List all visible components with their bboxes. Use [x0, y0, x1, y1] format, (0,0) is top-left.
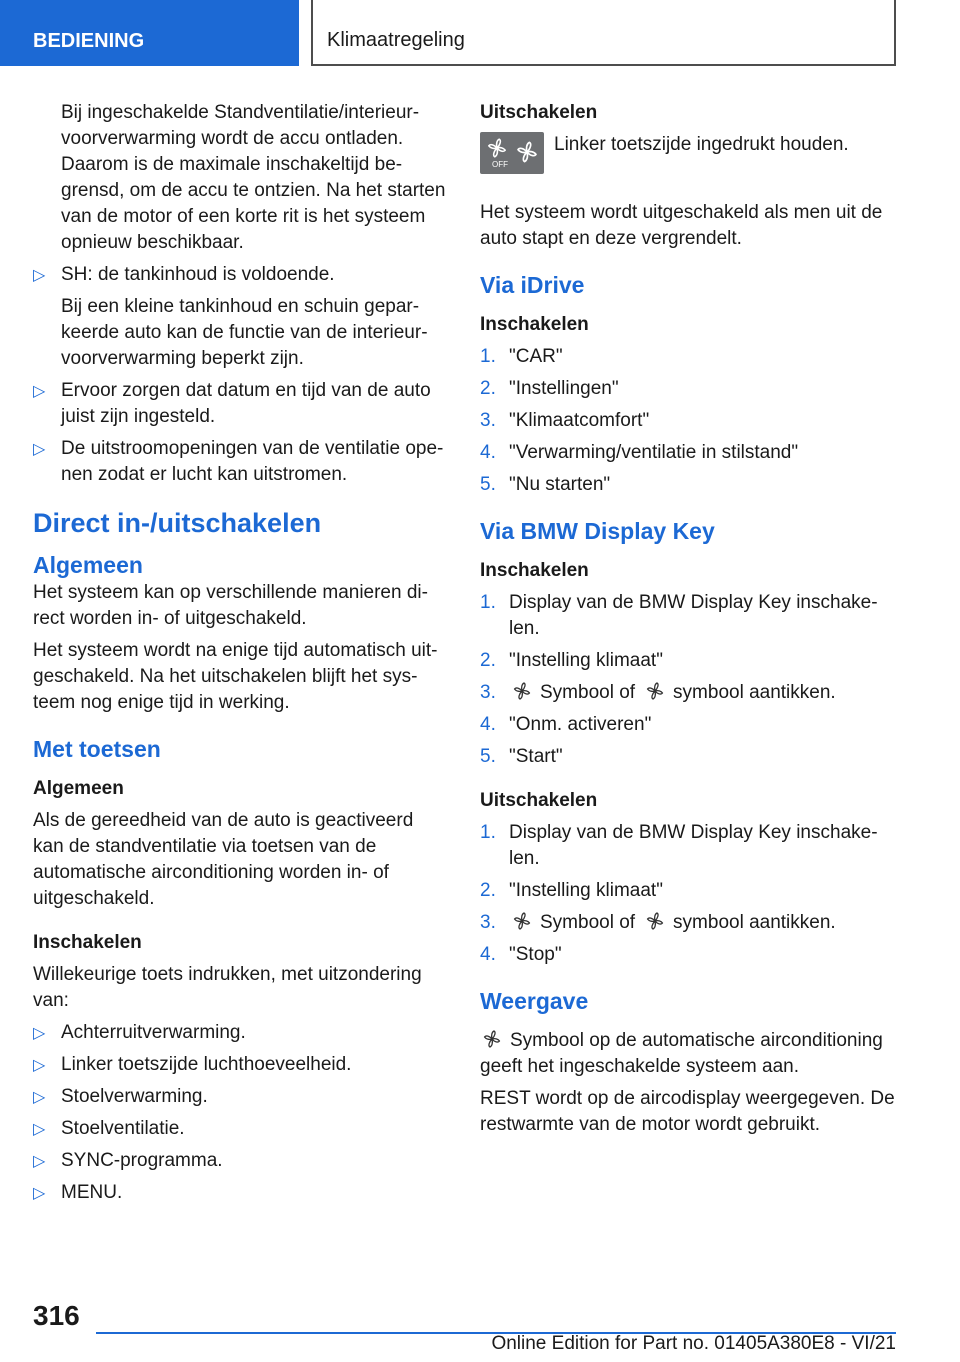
list-item	[33, 1052, 449, 1078]
weergave-text-1	[480, 1028, 896, 1080]
bullet-icon: ▷	[33, 1153, 46, 1170]
list-item	[33, 378, 449, 430]
step-text: "Instellingen"	[509, 378, 619, 399]
bullet-icon: ▷	[33, 1025, 46, 1042]
bullet-icon: ▷	[33, 1185, 46, 1202]
bullet-icon: ▷	[33, 267, 46, 284]
bullet-icon: ▷	[33, 1057, 46, 1074]
step-number: 3.	[480, 410, 496, 431]
list-item	[480, 744, 896, 770]
key-uit-steps	[480, 820, 896, 968]
fan-off-button-text: Linker toetszijde ingedrukt houden.	[554, 134, 849, 155]
list-item	[480, 712, 896, 738]
subheading-key-inschakelen: Inschakelen	[480, 560, 589, 581]
key-item: Achterruitverwarming.	[61, 1022, 246, 1043]
fan-icon	[512, 911, 532, 931]
step-text: symbool aantikken.	[673, 912, 836, 933]
list-item	[480, 440, 896, 466]
heading-algemeen: Algemeen	[33, 552, 143, 578]
heading-weergave: Weergave	[480, 988, 589, 1014]
subheading-key-uitschakelen: Uitschakelen	[480, 790, 598, 811]
step-number: 4.	[480, 944, 496, 965]
fan-icon	[482, 1029, 502, 1049]
step-number: 1.	[480, 592, 496, 613]
page-number: 316	[33, 1300, 80, 1331]
step-text: "Start"	[509, 746, 563, 767]
fan-icon	[645, 911, 665, 931]
step-text: Display van de BMW Display Key inschakelen.	[509, 592, 878, 639]
chapter-header	[311, 0, 896, 66]
fan-icon	[645, 681, 665, 701]
key-in-steps	[480, 590, 896, 770]
section-header	[0, 0, 299, 66]
list-item	[33, 1180, 449, 1206]
step-text: symbool aantikken.	[673, 682, 836, 703]
step-text: "Nu starten"	[509, 474, 611, 495]
key-item: Linker toetszijde luchthoeveelheid.	[61, 1054, 352, 1075]
intro-text: Bij ingeschakelde Standventilatie/interieurvoorverwarming wordt de accu ontladen. Daarom is de maximale inschakeltijd begrensd, om de accu te ontzien. Na het starten van de motor of een korte rit is het systeem opnieuw beschikbaar.	[61, 102, 446, 253]
inschakelen-text: Willekeurige toets indrukken, met uitzondering van:	[33, 964, 422, 1011]
list-item	[33, 1116, 449, 1142]
bullet-text: Ervoor zorgen dat datum en tijd van de auto juist zijn ingesteld.	[61, 380, 431, 427]
list-item	[480, 680, 896, 706]
bullet-icon: ▷	[33, 383, 46, 400]
svg-text:OFF: OFF	[492, 160, 508, 169]
step-text: "CAR"	[509, 346, 563, 367]
step-number: 1.	[480, 822, 496, 843]
list-item	[480, 878, 896, 904]
toetsen-text: Als de gereedheid van de auto is geactiveerd kan de standventilatie via toetsen van de automatische airconditioning worden in- of uitgeschakeld.	[33, 810, 414, 909]
list-item	[480, 376, 896, 402]
list-item	[33, 436, 449, 488]
step-number: 5.	[480, 474, 496, 495]
step-number: 2.	[480, 378, 496, 399]
weergave-text-1-content: Symbool op de automatische airconditioning geeft het ingeschakelde systeem aan.	[480, 1030, 883, 1077]
list-item	[480, 408, 896, 434]
bullet-icon: ▷	[33, 1121, 46, 1138]
heading-via-idrive: Via iDrive	[480, 272, 585, 298]
list-item	[480, 472, 896, 498]
chapter-title: Klimaatregeling	[327, 29, 465, 51]
fan-off-button-row	[480, 132, 896, 180]
idrive-steps	[480, 344, 896, 498]
key-item: MENU.	[61, 1182, 123, 1203]
left-column	[33, 100, 449, 1212]
bullet-icon: ▷	[33, 441, 46, 458]
key-item: Stoelventilatie.	[61, 1118, 185, 1139]
list-item	[33, 1084, 449, 1110]
step-text: Symbool of	[540, 912, 636, 933]
bullet-icon: ▷	[33, 1089, 46, 1106]
bullet-subtext: Bij een kleine tankinhoud en schuin geparkeerde auto kan de functie van de interieurvoorverwarming beperkt zijn.	[61, 296, 428, 369]
step-number: 1.	[480, 346, 496, 367]
heading-uitschakelen: Uitschakelen	[480, 102, 598, 123]
step-number: 4.	[480, 442, 496, 463]
list-item	[480, 820, 896, 872]
heading-direct: Direct in-/uitschakelen	[33, 508, 322, 538]
step-number: 4.	[480, 714, 496, 735]
subheading-idrive-inschakelen: Inschakelen	[480, 314, 589, 335]
list-item	[33, 1020, 449, 1046]
list-item	[33, 262, 449, 372]
key-item: SYNC-programma.	[61, 1150, 223, 1171]
algemeen-text-1: Het systeem kan op verschillende manieren direct worden in- of uitgeschakeld.	[33, 582, 428, 629]
key-item: Stoelverwarming.	[61, 1086, 208, 1107]
step-text: "Instelling klimaat"	[509, 880, 663, 901]
step-number: 3.	[480, 682, 496, 703]
list-item	[480, 344, 896, 370]
list-item	[480, 910, 896, 936]
step-text: "Stop"	[509, 944, 562, 965]
step-text: "Instelling klimaat"	[509, 650, 663, 671]
heading-met-toetsen: Met toetsen	[33, 736, 161, 762]
bullet-text: SH: de tankinhoud is voldoende.	[61, 264, 335, 285]
list-item	[480, 648, 896, 674]
step-text: Display van de BMW Display Key inschakelen.	[509, 822, 878, 869]
fan-off-icon	[480, 132, 544, 174]
right-column	[480, 100, 896, 1144]
subheading-algemeen: Algemeen	[33, 778, 124, 799]
list-item	[480, 590, 896, 642]
fan-icon	[512, 681, 532, 701]
algemeen-text-2: Het systeem wordt na enige tijd automatisch uitgeschakeld. Na het uitschakelen blijft het systeem nog enige tijd in werking.	[33, 640, 438, 713]
step-number: 2.	[480, 880, 496, 901]
heading-via-display-key: Via BMW Display Key	[480, 518, 715, 544]
list-item	[33, 1148, 449, 1174]
section-title: BEDIENING	[33, 30, 145, 52]
subheading-inschakelen: Inschakelen	[33, 932, 142, 953]
step-number: 5.	[480, 746, 496, 767]
step-text: "Verwarming/ventilatie in stilstand"	[509, 442, 799, 463]
step-number: 3.	[480, 912, 496, 933]
step-text: "Onm. activeren"	[509, 714, 652, 735]
step-text: "Klimaatcomfort"	[509, 410, 650, 431]
step-text: Symbool of	[540, 682, 636, 703]
step-number: 2.	[480, 650, 496, 671]
footer-edition: Online Edition for Part no. 01405A380E8 - VI/21	[491, 1333, 896, 1354]
list-item	[480, 942, 896, 968]
bullet-text: De uitstroomopeningen van de ventilatie openen zodat er lucht kan uitstromen.	[61, 438, 444, 485]
weergave-text-2: REST wordt op de aircodisplay weergegeven. De restwarmte van de motor wordt gebruikt.	[480, 1088, 895, 1135]
uitschakelen-text: Het systeem wordt uitgeschakeld als men uit de auto stapt en deze vergrendelt.	[480, 202, 883, 249]
